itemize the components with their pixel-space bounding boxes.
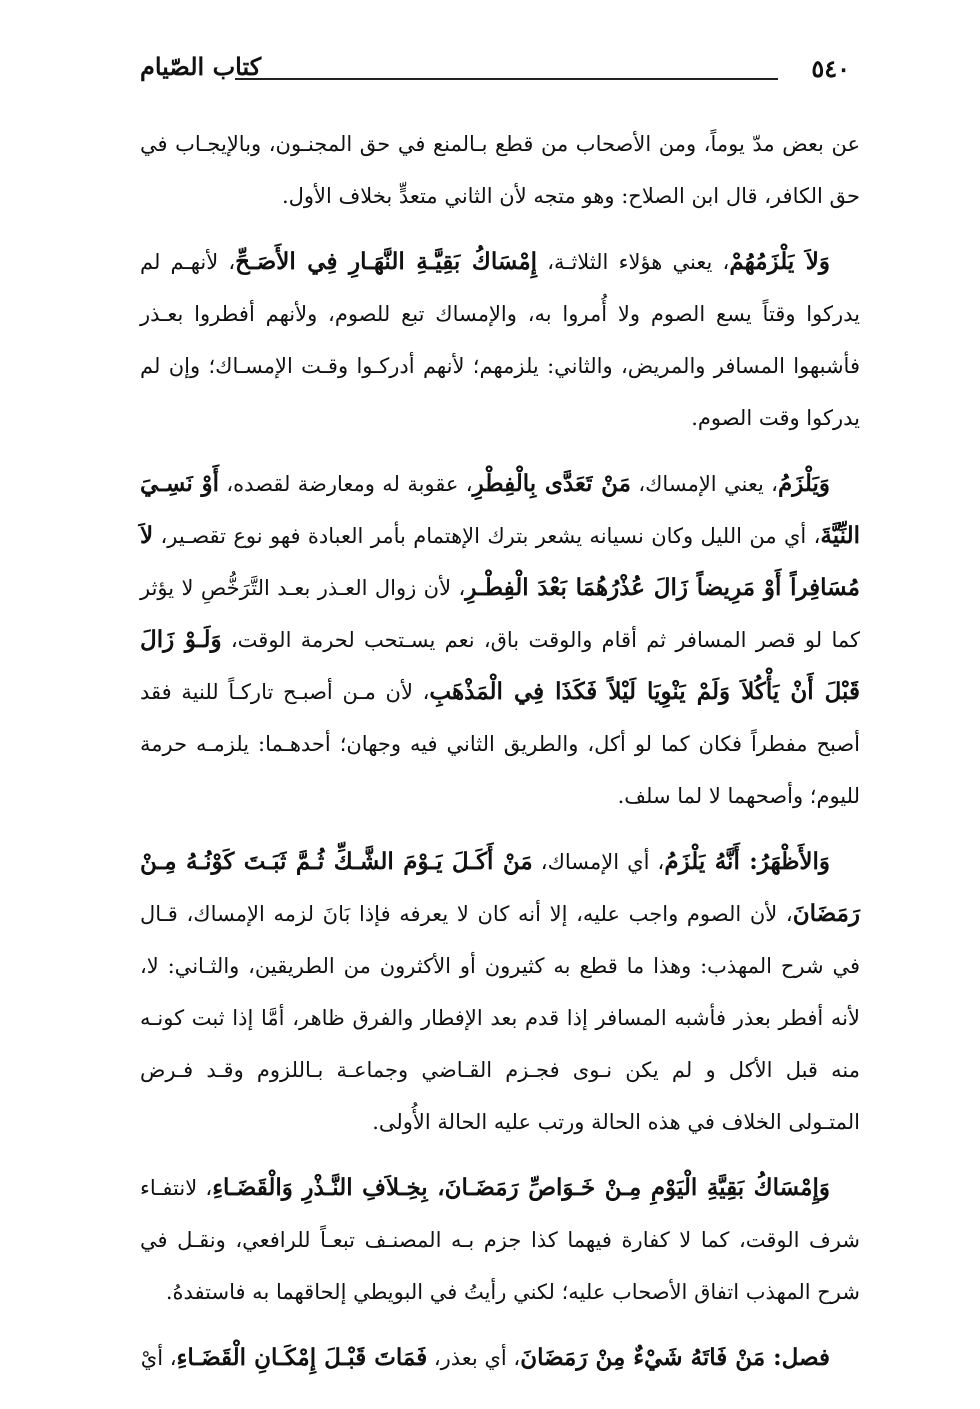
paragraph <box>140 836 860 1148</box>
matn-text: فصل: مَنْ فَاتَهُ شَيْءٌ مِنْ رَمَضَانَ <box>520 1344 830 1371</box>
page-header <box>140 48 850 88</box>
page-number: ٥٤٠ <box>811 54 850 83</box>
matn-text: وَإِمْسَاكُ بَقِيَّةِ الْيَوْمِ مِـنْ خَـوَاصِّ رَمَضَـانَ، بِخِـلاَفِ النَّـذْرِ وَالْقَضَـاءِ <box>212 1174 830 1201</box>
matn-text: وَلاَ يَلْزَمُهُمْ <box>729 248 830 275</box>
commentary-text: ، يعني الإمساك، <box>630 472 778 496</box>
commentary-text: ، أي من الليل وكان نسيانه يشعر بترك الإهتمام بأمر العبادة فهو نوع تقصـير، <box>153 524 821 548</box>
commentary-text: ، أي بعذر، <box>427 1346 521 1370</box>
matn-text: وَيَلْزَمُ <box>777 470 831 497</box>
paragraph <box>140 1332 860 1384</box>
paragraph <box>140 1162 860 1318</box>
commentary-text: ، عقوبة له ومعارضة لقصده، <box>219 472 473 496</box>
commentary-text: ، لأن مـن أصبـح تاركـاً للنية فقد أصبح مفطراً فكان كما لو أكل، والطريق الثاني فيه وجهان؛ أحدهـما: يلزمـه حرمة لليوم؛ وأصحهما لا لما سلف. <box>140 680 860 808</box>
commentary-text: عن بعض مدّ يوماً، ومن الأصحاب من قطع بـالمنع في حق المجنـون، وبالإيجـاب في حق الكافر، قال ابن الصلاح: وهو متجه لأن الثاني متعدٍّ بخلاف الأول. <box>140 132 860 208</box>
paragraph <box>140 458 860 822</box>
matn-text: أَوْ نَسِـيَ النِّيَّةَ <box>140 470 860 549</box>
paragraph <box>140 236 860 444</box>
matn-text: وَلَـوْ زَالَ قَبْلَ أَنْ يَأْكُلاَ وَلَمْ يَنْوِيَا لَيْلاً فَكَذَا فِي الْمَذْهَبِ <box>140 626 860 705</box>
commentary-text: ، لأن زوال العـذر بعـد التَّرَخُّصِ لا يؤثر كما لو قصر المسافر ثم أقام والوقت باق، نعم يسـتحب لحرمة الوقت، <box>140 576 860 652</box>
matn-text: وَالأَظْهَرُ: أَنَّهُ يَلْزَمُ <box>664 848 830 875</box>
commentary-text: ، لأنهـم لم يدركوا وقتاً يسع الصوم ولا أُمروا به، والإمساك تبع للصوم، ولأنهم أفطروا بعـذر فأشبهوا المسافر والمريض، والثاني: يلزمهم؛ لأنهم أدركـوا وقـت الإمسـاك؛ وإن لم يدركوا وقت الصوم. <box>140 250 860 430</box>
matn-text: فَمَاتَ قَبْـلَ إِمْكَـانِ الْقَضَـاءِ <box>176 1344 428 1371</box>
commentary-text: ، لأن الصوم واجب عليه، إلا أنه كان لا يعرفه فإذا بَانَ لزمه الإمساك، قـال في شرح المهذب: وهذا ما قطع به كثيرون أو الأكثرون من الطريقين، والثـاني: لا، لأنه أفطر بعذر فأشبه المسافر إذا قدم بعد الإفطار والفرق ظاهر، أمَّا إذا ثبت كونـه منه قبل الأكل و لم يكن نـوى فجـزم القـاضي وجماعـة بـاللزوم وقـد فـرض المتـولى الخلاف في هذه الحالة ورتب عليه الحالة الأُولى. <box>140 902 860 1134</box>
matn-text: إِمْسَاكُ بَقِيَّـةِ النَّهَـارِ فِي الأَصَـحِّ <box>235 248 538 275</box>
matn-text: مَنْ تَعَدَّى بِالْفِطْرِ <box>472 470 631 497</box>
matn-text: مَنْ أَكَـلَ يَـوْمَ الشَّـكِّ ثُـمَّ ثَبَـتَ كَوْنُـهُ مِـنْ رَمَضَانَ <box>140 848 860 927</box>
matn-text: لاَ مُسَافِراً أَوْ مَرِيضاً زَالَ عُذْرُهُمَا بَعْدَ الْفِطْـرِ <box>140 522 861 601</box>
commentary-text: ، أي الإمساك، <box>532 850 665 874</box>
header-rule <box>235 78 778 80</box>
commentary-text: ، أيْ <box>140 1346 177 1370</box>
paragraph <box>140 118 860 222</box>
commentary-text: ، يعني هؤلاء الثلاثـة، <box>537 250 730 274</box>
commentary-text: ، لانتفـاء شرف الوقت، كما لا كفارة فيهما كذا جزم بـه المصنـف تبعـاً للرافعي، ونقـل في شرح المهذب اتفاق الأصحاب عليه؛ لكني رأيتُ في البويطي إلحاقهما به فاستفدهُ. <box>140 1176 860 1304</box>
book-title: كتاب الصّيام <box>140 52 262 81</box>
page-body <box>140 118 860 1398</box>
